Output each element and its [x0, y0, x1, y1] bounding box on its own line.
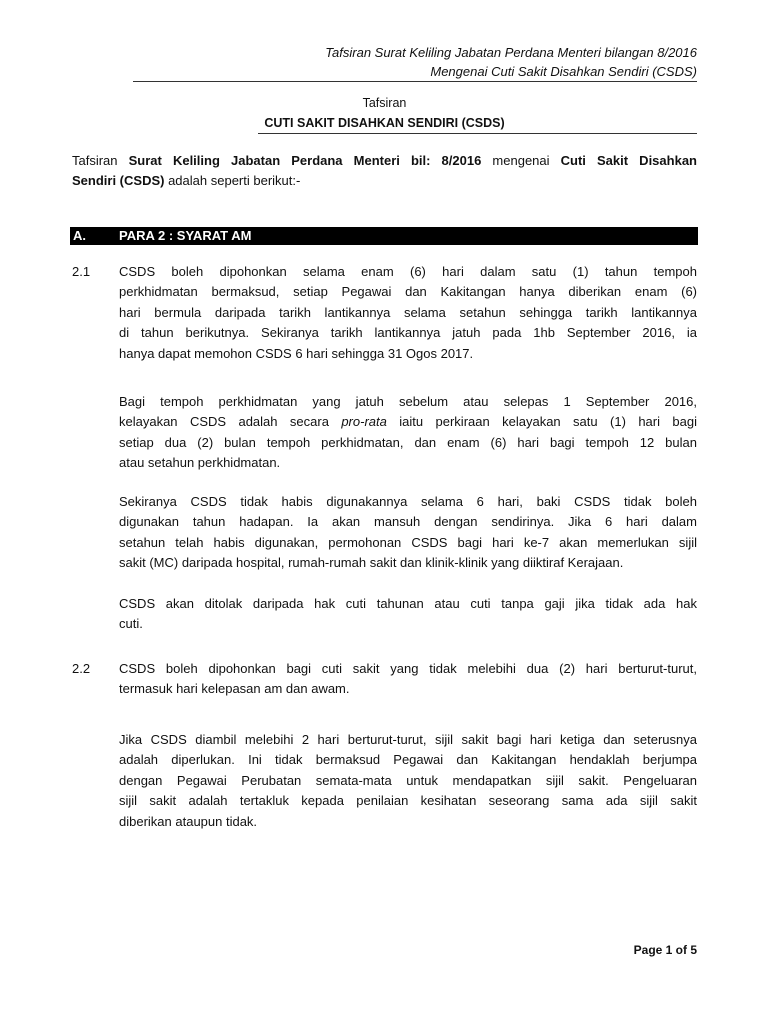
paragraph-line: CSDS boleh dipohonkan selama enam (6) hari dalam satu (1) tahun tempoh — [119, 264, 697, 279]
paragraph-line: cuti. — [119, 616, 143, 632]
intro-line — [72, 171, 697, 191]
intro-bold-subject: Cuti Sakit Disahkan — [560, 153, 697, 168]
paragraph-line: hanya dapat memohon CSDS 6 hari sehingga 31 Ogos 2017. — [119, 345, 474, 361]
paragraph-line: atau setahun perkhidmatan. — [119, 455, 281, 471]
paragraph-italic-term: pro-rata — [341, 414, 387, 430]
paragraph-line: di tahun berikutnya. Sekiranya tarikh lantikannya jatuh pada 1hb September 2016, ia — [119, 325, 697, 341]
paragraph — [119, 262, 697, 364]
page-number: Page 1 of 5 — [633, 943, 697, 957]
paragraph-line: dengan Pegawai Perubatan semata-mata untuk mendapatkan sijil sakit. Pengeluaran — [119, 772, 697, 788]
paragraph — [119, 659, 697, 700]
intro-bold-subject: Sendiri (CSDS) — [72, 173, 165, 189]
intro-text: adalah seperti berikut:- — [164, 173, 301, 189]
intro-text: Tafsiran — [72, 153, 129, 168]
paragraph-line: diberikan ataupun tidak. — [119, 813, 258, 829]
running-header-line-1: Tafsiran Surat Keliling Jabatan Perdana Menteri bilangan 8/2016 — [325, 45, 697, 60]
paragraph-line: Jika CSDS diambil melebihi 2 hari berturut-turut, sijil sakit bagi hari ketiga dan seterusnya — [119, 732, 697, 747]
paragraph-line: adalah diperlukan. Ini tidak bermaksud Pegawai dan Kakitangan hendaklah berjumpa — [119, 752, 697, 768]
section-heading-bar — [70, 227, 698, 245]
paragraph-line: perkhidmatan bermaksud, setiap Pegawai dan Kakitangan hanya diberikan enam (6) — [119, 284, 697, 300]
paragraph-line: termasuk hari kelepasan am dan awam. — [119, 681, 350, 697]
paragraph — [119, 492, 697, 574]
paragraph-line: Sekiranya CSDS tidak habis digunakannya selama 6 hari, baki CSDS tidak boleh — [119, 494, 697, 509]
intro-paragraph — [72, 151, 697, 192]
paragraph-line: setiap dua (2) bulan tempoh perkhidmatan, dan enam (6) hari bagi tempoh 12 bulan — [119, 434, 697, 450]
intro-bold-reference: Surat Keliling Jabatan Perdana Menteri bil: 8/2016 — [128, 153, 482, 168]
paragraph-line: Bagi tempoh perkhidmatan yang jatuh sebelum atau selepas 1 September 2016, — [119, 394, 697, 409]
paragraph-line: CSDS boleh dipohonkan bagi cuti sakit yang tidak melebihi dua (2) hari berturut-turut, — [119, 661, 697, 676]
paragraph — [119, 594, 697, 635]
section-letter: A. — [73, 228, 86, 243]
title-divider — [258, 133, 697, 134]
paragraph-line — [119, 412, 697, 432]
paragraph — [119, 730, 697, 832]
intro-text: mengenai — [481, 153, 561, 168]
header-divider — [133, 81, 697, 82]
paragraph-line: setahun telah habis digunakan, permohonan CSDS bagi hari ke-7 akan memerlukan sijil — [119, 534, 697, 550]
paragraph-text: iaitu perkiraan kelayakan satu (1) hari bagi — [386, 414, 697, 430]
section-title: PARA 2 : SYARAT AM — [119, 228, 252, 243]
page-title: CUTI SAKIT DISAHKAN SENDIRI (CSDS) — [264, 116, 505, 130]
item-number: 2.2 — [72, 661, 91, 676]
paragraph-line: digunakan tahun hadapan. Ia akan mansuh dengan sendirinya. Jika 6 hari dalam — [119, 514, 697, 530]
title-label: Tafsiran — [362, 96, 407, 110]
paragraph-line: hari bermula daripada tarikh lantikannya selama setahun sehingga tarikh lantikannya — [119, 304, 697, 320]
paragraph-line: sakit (MC) daripada hospital, rumah-rumah sakit dan klinik-klinik yang diiktiraf Kerajaan. — [119, 555, 624, 571]
paragraph-text: kelayakan CSDS adalah secara — [119, 414, 342, 430]
paragraph-line: CSDS akan ditolak daripada hak cuti tahunan atau cuti tanpa gaji jika tidak ada hak — [119, 596, 697, 611]
item-number: 2.1 — [72, 264, 91, 279]
paragraph-line: sijil sakit adalah tertakluk kepada penilaian kesihatan seseorang sama ada sijil sakit — [119, 793, 697, 809]
running-header-line-2: Mengenai Cuti Sakit Disahkan Sendiri (CSDS) — [430, 64, 697, 79]
paragraph — [119, 392, 697, 474]
intro-line — [72, 151, 697, 171]
